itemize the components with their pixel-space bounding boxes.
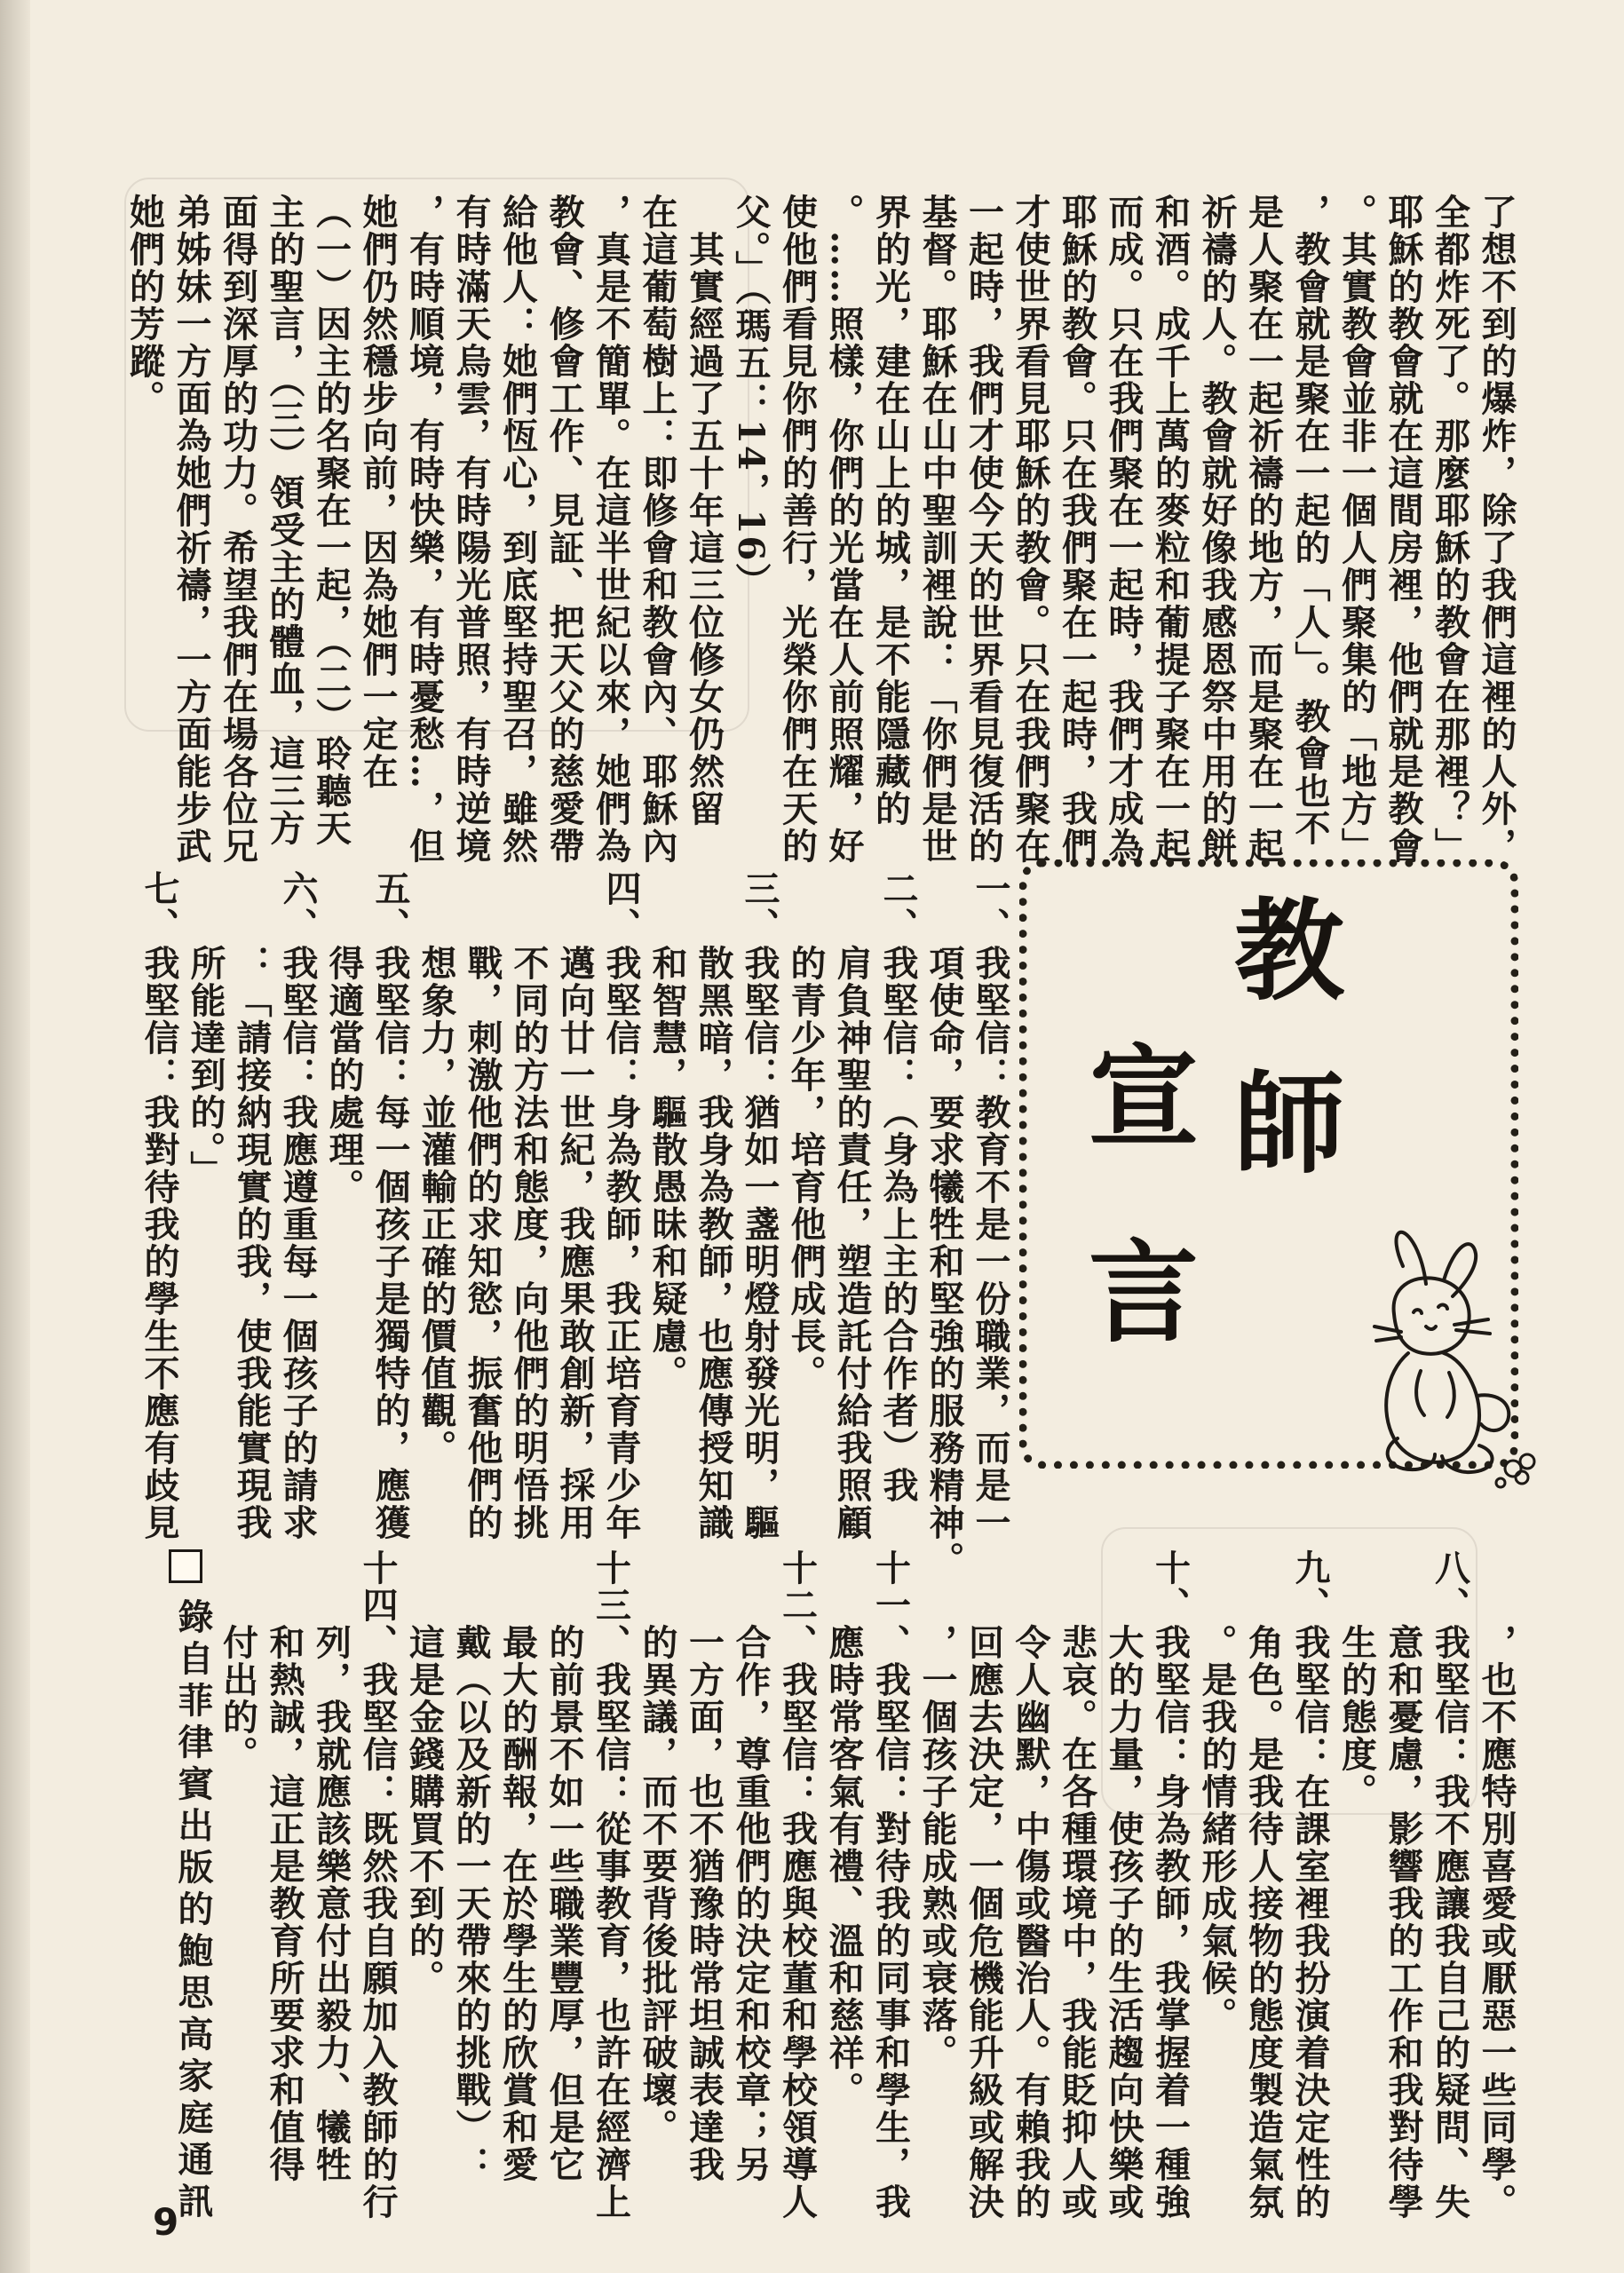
text-column: 其實經過了五十年這三位修女仍然留 — [683, 194, 725, 828]
text-column: 得適當的處理。 — [323, 870, 365, 1206]
text-column: 。其實教會並非一個人們聚集的「地方」 — [1335, 194, 1378, 865]
text-column: 意和憂慮，影響我的工作和我對待學 — [1382, 1549, 1424, 2221]
text-column: 耶穌的教會。只在我們聚在一起時，我們 — [1056, 194, 1098, 865]
text-column: 肩負神聖的責任，塑造託付給我照顧 — [831, 870, 873, 1541]
title-char-xuan: 宣 — [1089, 1034, 1200, 1162]
text-column: 。……照樣，你們的光當在人前照耀，好 — [823, 194, 865, 865]
text-column: 祈禱的人。教會就好像我感恩祭中用的餅 — [1196, 194, 1238, 865]
text-column: 是人聚在一起祈禱的地方，而是聚在一起 — [1242, 194, 1285, 865]
text-column: 邁向廿一世紀，我應果敢創新，採用 — [554, 870, 596, 1541]
text-column: 六、我堅信：我應遵重每一個孩子的請求 — [277, 870, 319, 1541]
text-column: 一方面，也不猶豫時常坦誠表達我 — [683, 1549, 725, 2183]
text-column: 生的態度。 — [1335, 1549, 1378, 1810]
text-column: 這是金錢購買不到的。 — [403, 1549, 446, 1997]
text-column: 想象力，並灌輸正確的價值觀。 — [416, 870, 457, 1467]
text-column: 她們的芳蹤。 — [123, 194, 166, 417]
text-column: 十二、我堅信：我應與校董和學校領導人 — [776, 1549, 819, 2221]
text-column: 令人幽默，中傷或醫治人。有賴我的 — [1010, 1549, 1051, 2221]
text-column: 十三、我堅信：從事教育，也許在經濟上 — [590, 1549, 632, 2221]
text-column: 不同的方法和態度，向他們的明悟挑 — [508, 870, 550, 1541]
text-column: 給他人：她們恆心，到底堅持聖召，雖然 — [496, 194, 539, 865]
text-column: 項使命，要求犧牲和堅強的服務精神。 — [923, 870, 965, 1579]
text-column: 五、我堅信：每一個孩子是獨特的，應獲 — [369, 870, 411, 1541]
text-column: 三、我堅信：猶如一盞明燈射發光明，驅 — [739, 870, 780, 1541]
text-column: 四、我堅信：身為教師，我正培育青少年 — [600, 870, 642, 1541]
text-column: 的異議，而不要背後批評破壞。 — [637, 1549, 678, 2146]
text-column: 戰，刺激他們的求知慾，振奮他們的 — [462, 870, 503, 1541]
text-column: 和熱誠，這正是教育所要求和值得 — [264, 1549, 305, 2183]
text-column: （一）因主的名聚在一起，（二）聆聽天 — [310, 194, 353, 847]
text-column: 了想不到的爆炸，除了我們這裡的人外， — [1476, 194, 1517, 865]
source-note: 錄自菲律賓出版的鮑思高家庭通訊 — [172, 1598, 214, 2224]
text-column: 應時常客氣有禮、溫和慈祥。 — [823, 1549, 865, 2109]
text-column: 二、我堅信：（身為上主的合作者）我 — [877, 870, 919, 1504]
text-column: 使他們看見你們的善行，光榮你們在天的 — [776, 194, 819, 865]
text-column: 而成。只在我們聚在一起時，我們才成為 — [1103, 194, 1145, 865]
text-column: 教會、修會工作、見証、把天父的慈愛帶 — [543, 194, 585, 865]
text-column: 大的力量，使孩子的生活趨向快樂或 — [1103, 1549, 1145, 2221]
text-column: 界的光，建在山上的城，是不能隱藏的 — [869, 194, 912, 828]
text-column: 十一、我堅信：對待我的同事和學生，我 — [869, 1549, 912, 2221]
title-char-yan: 言 — [1089, 1230, 1200, 1358]
text-column: 的青少年，培育他們成長。 — [785, 870, 827, 1392]
text-column: 所能達到的。」 — [185, 870, 226, 1188]
paper-edge — [0, 0, 30, 2273]
text-column: ，有時順境，有時快樂，有時憂愁…，但 — [403, 194, 446, 865]
text-column: 基督。耶穌在山中聖訓裡說：「你們是世 — [916, 194, 958, 865]
text-column: ：「請接納現實的我，使我能實現我 — [231, 870, 273, 1541]
text-column: 她們仍然穩步向前，因為她們一定在 — [357, 194, 399, 790]
text-column: 耶穌的教會就在這間房裡，他們就是教會 — [1382, 194, 1424, 865]
text-column: 父。」（瑪五：14，16） — [730, 194, 772, 600]
text-column: 和酒。成千上萬的麥粒和葡提子聚在一起 — [1149, 194, 1192, 865]
text-column: 付出的。 — [217, 1549, 259, 1773]
text-column: 和智慧，驅散愚昧和疑慮。 — [646, 870, 688, 1392]
manifesto-items-8-14 — [213, 1549, 1521, 2221]
text-column: ，真是不簡單。在這半世紀以來，她們為 — [590, 194, 632, 865]
text-column: 最大的酬報，在於學生的欣賞和愛 — [496, 1549, 539, 2183]
page-number: 9 — [153, 2200, 179, 2244]
text-column: 九、我堅信：在課室裡我扮演着決定性的 — [1289, 1549, 1331, 2221]
text-column: ，也不應特別喜愛或厭惡一些同學。 — [1476, 1549, 1517, 2221]
text-column: 十、我堅信：身為教師，我掌握着一種強 — [1149, 1549, 1192, 2221]
text-column: 在這葡萄樹上：即修會和教會內、耶穌內 — [637, 194, 678, 865]
text-column: 十四、我堅信：既然我自願加入教師的行 — [357, 1549, 399, 2221]
text-column: 才使世界看見耶穌的教會。只在我們聚在 — [1010, 194, 1051, 865]
text-column: 的前景不如一些職業豐厚，但是它 — [543, 1549, 585, 2183]
rabbit-illustration — [1339, 1215, 1541, 1499]
text-column: 弟姊妹一方面為她們祈禱，一方面能步武 — [170, 194, 212, 865]
text-column: 列，我就應該樂意付出毅力、犧牲 — [310, 1549, 353, 2183]
text-column: 七、我堅信：我對待我的學生不應有歧見 — [139, 870, 180, 1541]
text-column: 全都炸死了。那麼耶穌的教會在那裡？」 — [1429, 194, 1471, 865]
text-column: 角色。是我待人接物的態度製造氣氛 — [1242, 1549, 1285, 2221]
title-char-jiao: 教 — [1234, 888, 1345, 1016]
text-column: 八、我堅信：我不應讓我自己的疑問、失 — [1429, 1549, 1471, 2221]
text-column: 主的聖言，（三）領受主的體血，這三方 — [264, 194, 305, 847]
title-char-shi: 師 — [1234, 1061, 1345, 1189]
text-column: 回應去決定，一個危機能升級或解決 — [963, 1549, 1005, 2221]
text-column: ，教會就是聚在一起的「人」。教會也不 — [1289, 194, 1331, 847]
text-column: 合作，尊重他們的決定和校章；另 — [730, 1549, 772, 2183]
text-column: 戴（以及新的一天帶來的挑戰）： — [450, 1549, 492, 2183]
essay-text-block — [123, 194, 1521, 865]
text-column: 有時滿天烏雲，有時陽光普照，有時逆境 — [450, 194, 492, 865]
text-column: 。是我的情緒形成氣候。 — [1196, 1549, 1238, 2034]
text-column: 一起時，我們才使今天的世界看見復活的 — [963, 194, 1005, 865]
empty-square-icon — [169, 1549, 202, 1583]
text-column: 散黑暗，我身為教師，也應傳授知識 — [693, 870, 734, 1541]
text-column: 一、我堅信：教育不是一份職業，而是一 — [970, 870, 1011, 1541]
manifesto-items-1-7 — [139, 870, 1015, 1579]
text-column: ，一個孩子能成熟或衰落。 — [916, 1549, 958, 2071]
text-column: 面得到深厚的功力。希望我們在場各位兄 — [217, 194, 259, 865]
text-column: 悲哀。在各種環境中，我能貶抑人或 — [1056, 1549, 1098, 2221]
